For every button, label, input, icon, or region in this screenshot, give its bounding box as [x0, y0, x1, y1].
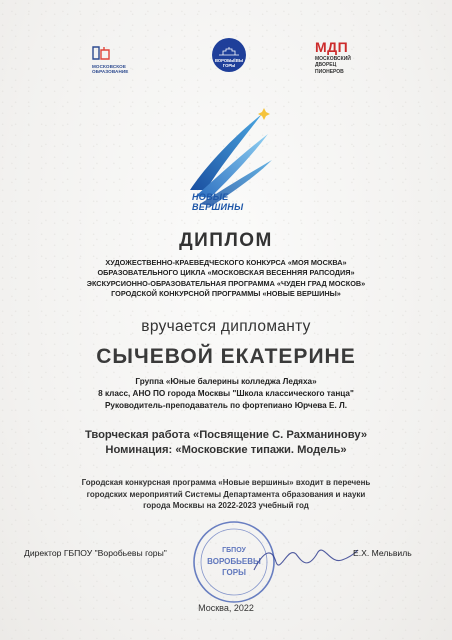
moscow-education-text — [92, 64, 152, 75]
moscow-pioneer-palace-logo — [315, 40, 375, 84]
moscow-education-icon — [92, 46, 110, 60]
city-year: Москва, 2022 — [198, 603, 254, 613]
emblem-title-line1: НОВЫЕ — [192, 192, 229, 202]
program-note-line: Городская конкурсная программа «Новые вершины» входит в перечень — [81, 478, 371, 487]
logo-left-line1: МОСКОВСКОЕ — [92, 64, 126, 69]
stamp-line1: ГБПОУ — [222, 547, 246, 554]
logo-right-line2: ДВОРЕЦ — [315, 62, 337, 69]
contest-line: ХУДОЖЕСТВЕННО-КРАЕВЕДЧЕСКОГО КОНКУРСА «МОЯ МОСКВА» — [105, 258, 347, 267]
school-line: 8 класс, АНО ПО города Москвы "Школа классического танца" — [98, 389, 354, 398]
signature-icon — [250, 540, 360, 580]
signatory-position: Директор ГБПОУ "Воробьевы горы" — [24, 548, 167, 558]
emblem-title-line2: ВЕРШИНЫ — [192, 202, 244, 212]
mdp-mark: МДП — [315, 39, 349, 55]
group-line: Группа «Юные балерины колледжа Ледяха» — [135, 377, 317, 386]
emblem-title — [192, 192, 252, 212]
logo-right-line1: МОСКОВСКИЙ — [315, 56, 351, 62]
program-note — [30, 477, 422, 512]
teacher-subject: фортепиано — [242, 401, 293, 410]
awarded-to-text: вручается дипломанту — [141, 318, 311, 335]
winner-details — [40, 376, 412, 412]
signatory-name: Е.Х. Мельвиль — [353, 548, 412, 558]
program-note-line: города Москвы на 2022-2023 учебный год — [143, 501, 309, 511]
logo-right-line3: ПИОНЕРОВ — [315, 68, 344, 75]
winner-name: СЫЧЕВОЙ ЕКАТЕРИНЕ — [96, 345, 356, 368]
logo-center-line1: ВОРОБЬЁВЫ — [214, 58, 244, 63]
work-title: Творческая работа «Посвящение С. Рахманинову» — [84, 429, 368, 441]
teacher-line — [40, 400, 412, 412]
moscow-education-logo — [92, 44, 162, 78]
logo-center-line2: ГОРЫ — [222, 62, 236, 68]
contest-line: ОБРАЗОВАТЕЛЬНОГО ЦИКЛА «МОСКОВСКАЯ ВЕСЕННЯЯ РАПСОДИЯ» — [97, 268, 355, 278]
work-info — [30, 428, 422, 458]
vorobyovy-gory-logo — [212, 38, 248, 74]
logo-left-line2: ОБРАЗОВАНИЕ — [92, 69, 129, 75]
work-nomination: Номинация: «Московские типажи. Модель» — [105, 444, 347, 456]
stamp-line3: ГОРЫ — [222, 568, 246, 577]
teacher-name: Юрчева Е. Л. — [292, 401, 348, 410]
diploma-heading: ДИПЛОМ — [179, 230, 273, 251]
stamp-line2: ВОРОБЬЕВЫ — [207, 557, 261, 566]
contest-line: ЭКСКУРСИОННО-ОБРАЗОВАТЕЛЬНАЯ ПРОГРАММА «ЧУДЕН ГРАД МОСКОВ» — [86, 278, 366, 288]
contest-line: ГОРОДСКОЙ КОНКУРСНОЙ ПРОГРАММЫ «НОВЫЕ ВЕРШИНЫ» — [111, 289, 341, 299]
program-note-line: городских мероприятий Системы Департамента образования и науки — [86, 489, 366, 499]
teacher-prefix: Руководитель-преподаватель по — [104, 401, 243, 410]
contest-description — [30, 258, 422, 300]
